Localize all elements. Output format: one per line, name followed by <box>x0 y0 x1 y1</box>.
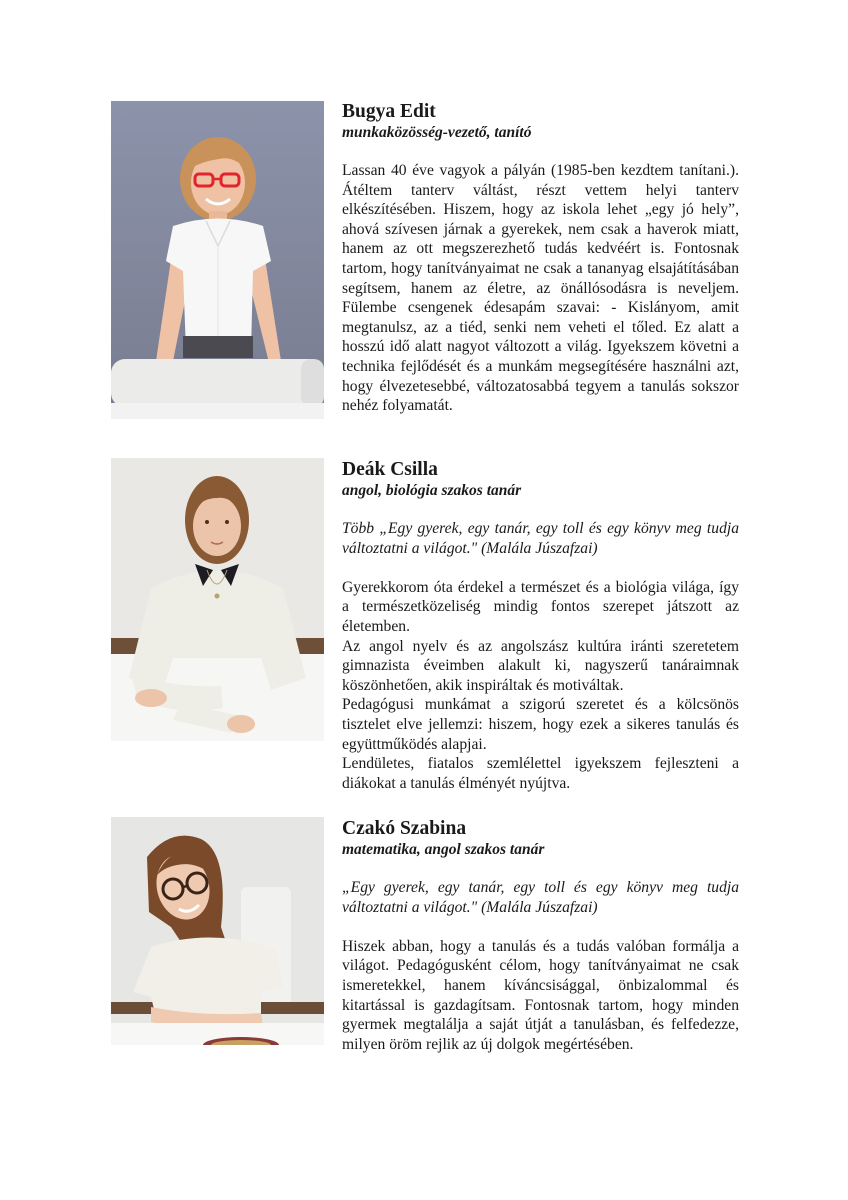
bio-paragraph: Gyerekkorom óta érdekel a természet és a biológia világa, így a természetközeliség mindig fontos szerepet játszott az életemben. <box>342 578 739 635</box>
profile-text <box>342 101 739 416</box>
portrait-photo-deak-csilla <box>111 458 324 741</box>
bio-paragraph: Hiszek abban, hogy a tanulás és a tudás valóban formálja a világot. Pedagógusként célom, hogy tanítványaimat ne csak ismeretekkel, hanem kíváncsisággal, önbizalommal és kitartással is gazdagítsam. Fontosnak tartom, hogy minden gyermek megtalálja a saját útját a tanulásban, és felfedezze, milyen öröm rejlik az új dolgok megértésében. <box>342 937 739 1053</box>
teacher-role: matematika, angol szakos tanár <box>342 841 545 858</box>
bio <box>342 937 739 1055</box>
teacher-role: angol, biológia szakos tanár <box>342 482 522 499</box>
teacher-name: Deák Csilla <box>342 459 438 480</box>
bio-paragraph: Pedagógusi munkámat a szigorú szeretet és a kölcsönös tisztelet elve jellemzi: hiszem, hogy ezek a sikeres tanulás és együttműködés alapjai. <box>342 696 739 753</box>
bio <box>342 161 739 416</box>
bio-paragraph: Lendületes, fiatalos szemlélettel igyekszem fejleszteni a diákokat a tanulás élményét nyújtva. <box>342 755 739 792</box>
portrait-photo-czako-szabina <box>111 817 324 1045</box>
teacher-name: Bugya Edit <box>342 101 436 122</box>
bio-paragraph: Az angol nyelv és az angolszász kultúra iránti szeretetem gimnazista éveimben alakult ki, nagyszerű tanáraimnak köszönhetően, akik inspiráltak és motiváltak. <box>342 637 739 694</box>
portrait-photo-bugya-edit <box>111 101 324 419</box>
bio-paragraph: Lassan 40 éve vagyok a pályán (1985-ben kezdtem tanítani.). Átéltem tanterv váltást, részt vettem helyi tanterv elkészítésében. Hiszem, hogy az iskola lehet „egy jó hely”, ahová szívesen járnak a gyerekek, nem csak a haverok miatt, hanem az ott megszerezhető tudás kedvéért is. Fontosnak tartom, hogy tanítványaimat ne csak a tananyag elsajátításában segítsem, hanem az életre, az önállósodásra is neveljem. Fülembe csengenek édesapám szavai: - Kislányom, amit megtanulsz, az a tiéd, senki nem veheti el tőled. Ez alatt a hosszú idő alatt nagyot változott a világ. Igyekszem követni a technika fejlődését és a munkám megsegítésére használni azt, hogy élvezetesebbé, változatosabbá tegyem a tanulás sokszor nehéz folyamatát. <box>342 162 739 415</box>
motto-quote: Több „Egy gyerek, egy tanár, egy toll és egy könyv meg tudja változtatni a világot." (Malála Júszafzai) <box>342 520 739 557</box>
teacher-name: Czakó Szabina <box>342 818 467 839</box>
motto-quote: „Egy gyerek, egy tanár, egy toll és egy könyv meg tudja változtatni a világot." (Malála Júszafzai) <box>342 879 739 916</box>
profile-text <box>342 459 739 793</box>
bio <box>342 578 739 794</box>
teacher-role: munkaközösség-vezető, tanító <box>342 124 532 141</box>
profile-text <box>342 818 739 1054</box>
